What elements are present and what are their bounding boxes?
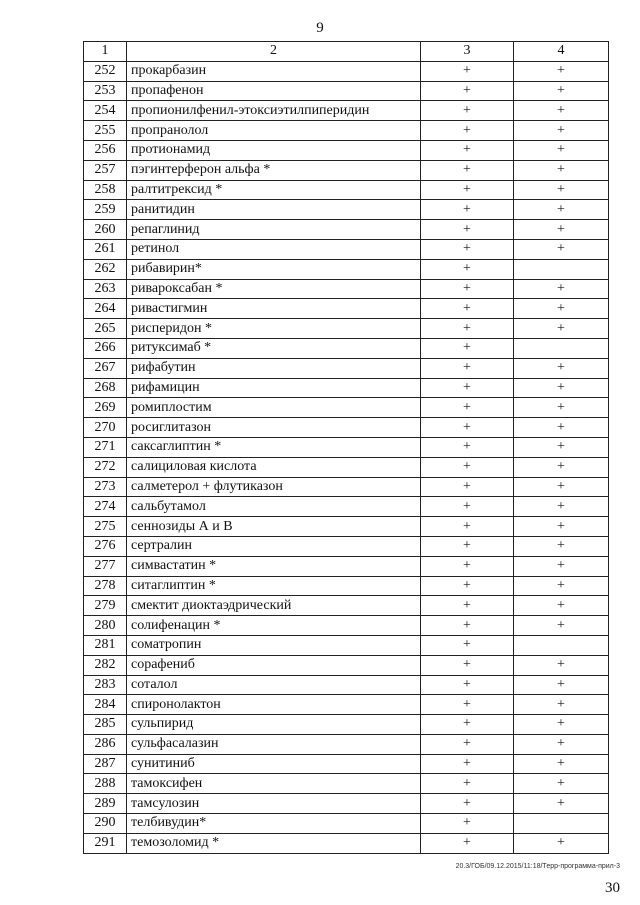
row-number: 266 [84,338,127,358]
row-number: 265 [84,319,127,339]
row-number: 289 [84,794,127,814]
column-3-mark: + [421,61,514,81]
drug-name: ривароксабан * [127,279,421,299]
column-3-mark: + [421,576,514,596]
row-number: 267 [84,358,127,378]
drug-name: соталол [127,675,421,695]
drug-name: ромиплостим [127,398,421,418]
column-3-mark: + [421,239,514,259]
column-4-mark: + [514,358,609,378]
table-row [84,140,609,160]
column-3-mark: + [421,517,514,537]
column-4-mark: + [514,457,609,477]
row-number: 261 [84,239,127,259]
column-3-mark: + [421,596,514,616]
drug-name: темозоломид * [127,833,421,853]
table-row [84,814,609,834]
row-number: 271 [84,437,127,457]
row-number: 285 [84,715,127,735]
column-3-mark: + [421,140,514,160]
table-row [84,338,609,358]
table-row [84,754,609,774]
drug-name: репаглинид [127,220,421,240]
row-number: 262 [84,259,127,279]
row-number: 269 [84,398,127,418]
row-number: 277 [84,556,127,576]
drug-name: сунитиниб [127,754,421,774]
table-row [84,616,609,636]
column-4-mark: + [514,576,609,596]
column-3-mark: + [421,279,514,299]
column-4-mark: + [514,160,609,180]
column-4-mark: + [514,319,609,339]
row-number: 252 [84,61,127,81]
table-row [84,715,609,735]
column-3-mark: + [421,338,514,358]
table-row [84,101,609,121]
column-4-mark: + [514,299,609,319]
table-row [84,774,609,794]
table-row [84,418,609,438]
table-row [84,121,609,141]
row-number: 268 [84,378,127,398]
column-4-mark: + [514,517,609,537]
row-number: 274 [84,497,127,517]
drug-name: ритуксимаб * [127,338,421,358]
column-4-mark: + [514,616,609,636]
drug-name: солифенацин * [127,616,421,636]
drug-name: сульпирид [127,715,421,735]
column-4-mark [514,635,609,655]
row-number: 254 [84,101,127,121]
drug-name: сеннозиды А и В [127,517,421,537]
column-4-mark: + [514,121,609,141]
column-3-mark: + [421,814,514,834]
column-3-mark: + [421,437,514,457]
column-4-mark: + [514,695,609,715]
row-number: 278 [84,576,127,596]
column-4-mark: + [514,675,609,695]
row-number: 272 [84,457,127,477]
column-3-mark: + [421,833,514,853]
drug-name: сертралин [127,536,421,556]
table-row [84,833,609,853]
column-3-mark: + [421,497,514,517]
drug-name: прокарбазин [127,61,421,81]
table-row [84,457,609,477]
table-row [84,81,609,101]
column-4-mark: + [514,437,609,457]
drug-name: ранитидин [127,200,421,220]
row-number: 286 [84,734,127,754]
drug-name: пропранолол [127,121,421,141]
row-number: 257 [84,160,127,180]
table-row [84,497,609,517]
column-4-mark: + [514,81,609,101]
column-4-mark: + [514,556,609,576]
drug-name: сорафениб [127,655,421,675]
table-row [84,635,609,655]
drug-name: пропионилфенил-этоксиэтилпиперидин [127,101,421,121]
table-row [84,734,609,754]
drug-name: салметерол + флутиказон [127,477,421,497]
table-header-row [84,42,609,62]
column-4-mark [514,259,609,279]
drug-name: ривастигмин [127,299,421,319]
table-row [84,319,609,339]
column-3-mark: + [421,616,514,636]
column-4-mark: + [514,734,609,754]
column-3-mark: + [421,418,514,438]
column-4-mark: + [514,220,609,240]
column-4-mark: + [514,239,609,259]
row-number: 287 [84,754,127,774]
column-3-mark: + [421,200,514,220]
drug-name: соматропин [127,635,421,655]
row-number: 288 [84,774,127,794]
column-4-mark: + [514,279,609,299]
row-number: 270 [84,418,127,438]
table-row [84,279,609,299]
drug-name: спиронолактон [127,695,421,715]
drug-name: сульфасалазин [127,734,421,754]
column-4-mark [514,338,609,358]
row-number: 275 [84,517,127,537]
column-4-mark: + [514,200,609,220]
footer-page-number: 30 [605,880,620,896]
drug-table [83,41,609,854]
column-4-mark: + [514,101,609,121]
row-number: 253 [84,81,127,101]
row-number: 273 [84,477,127,497]
column-3-mark: + [421,675,514,695]
table-row [84,437,609,457]
row-number: 276 [84,536,127,556]
drug-name: симвастатин * [127,556,421,576]
row-number: 264 [84,299,127,319]
table-row [84,556,609,576]
column-4-mark: + [514,61,609,81]
row-number: 281 [84,635,127,655]
column-3-mark: + [421,180,514,200]
column-3-mark: + [421,655,514,675]
table-row [84,239,609,259]
column-4-mark: + [514,596,609,616]
column-header-2: 2 [127,42,421,62]
table-row [84,220,609,240]
column-4-mark: + [514,774,609,794]
row-number: 280 [84,616,127,636]
drug-name: ретинол [127,239,421,259]
table-row [84,259,609,279]
row-number: 282 [84,655,127,675]
column-3-mark: + [421,556,514,576]
row-number: 284 [84,695,127,715]
column-3-mark: + [421,259,514,279]
row-number: 279 [84,596,127,616]
column-4-mark: + [514,655,609,675]
table-row [84,180,609,200]
table-row [84,576,609,596]
column-3-mark: + [421,160,514,180]
column-4-mark: + [514,754,609,774]
table-row [84,536,609,556]
table-row [84,378,609,398]
table-row [84,655,609,675]
column-4-mark: + [514,418,609,438]
column-3-mark: + [421,299,514,319]
table-row [84,675,609,695]
drug-name: росиглитазон [127,418,421,438]
column-header-1: 1 [84,42,127,62]
column-3-mark: + [421,695,514,715]
column-3-mark: + [421,319,514,339]
row-number: 260 [84,220,127,240]
column-3-mark: + [421,378,514,398]
column-3-mark: + [421,398,514,418]
drug-name: сальбутамол [127,497,421,517]
column-header-4: 4 [514,42,609,62]
drug-name: салициловая кислота [127,457,421,477]
table-row [84,61,609,81]
column-3-mark: + [421,715,514,735]
drug-name: рифамицин [127,378,421,398]
table-row [84,517,609,537]
table-row [84,200,609,220]
column-4-mark: + [514,833,609,853]
table-row [84,596,609,616]
table-row [84,794,609,814]
drug-name: пропафенон [127,81,421,101]
column-3-mark: + [421,220,514,240]
row-number: 291 [84,833,127,853]
column-4-mark: + [514,378,609,398]
table-row [84,477,609,497]
column-3-mark: + [421,457,514,477]
column-4-mark: + [514,140,609,160]
column-3-mark: + [421,635,514,655]
column-3-mark: + [421,754,514,774]
drug-name: тамоксифен [127,774,421,794]
column-3-mark: + [421,81,514,101]
column-4-mark: + [514,497,609,517]
column-4-mark: + [514,180,609,200]
row-number: 263 [84,279,127,299]
column-3-mark: + [421,101,514,121]
column-3-mark: + [421,794,514,814]
row-number: 256 [84,140,127,160]
page-number: 9 [316,20,324,36]
drug-name: рибавирин* [127,259,421,279]
row-number: 258 [84,180,127,200]
column-4-mark: + [514,715,609,735]
column-4-mark: + [514,398,609,418]
column-3-mark: + [421,121,514,141]
drug-name: протионамид [127,140,421,160]
column-3-mark: + [421,536,514,556]
table-row [84,398,609,418]
drug-name: тамсулозин [127,794,421,814]
drug-name: смектит диоктаэдрический [127,596,421,616]
column-3-mark: + [421,477,514,497]
table-row [84,695,609,715]
table-row [84,160,609,180]
table-row [84,299,609,319]
footer-note: 20.3/ГОБ/09.12.2015/11:18/Терр-программа-прил-3 [455,863,620,870]
column-4-mark [514,814,609,834]
drug-name: телбивудин* [127,814,421,834]
drug-name: пэгинтерферон альфа * [127,160,421,180]
column-4-mark: + [514,794,609,814]
column-3-mark: + [421,358,514,378]
row-number: 255 [84,121,127,141]
column-header-3: 3 [421,42,514,62]
column-3-mark: + [421,734,514,754]
row-number: 283 [84,675,127,695]
column-4-mark: + [514,536,609,556]
drug-name: рифабутин [127,358,421,378]
row-number: 290 [84,814,127,834]
column-4-mark: + [514,477,609,497]
drug-name: рисперидон * [127,319,421,339]
row-number: 259 [84,200,127,220]
drug-name: ралтитрексид * [127,180,421,200]
column-3-mark: + [421,774,514,794]
drug-name: ситаглиптин * [127,576,421,596]
table-row [84,358,609,378]
drug-name: саксаглиптин * [127,437,421,457]
